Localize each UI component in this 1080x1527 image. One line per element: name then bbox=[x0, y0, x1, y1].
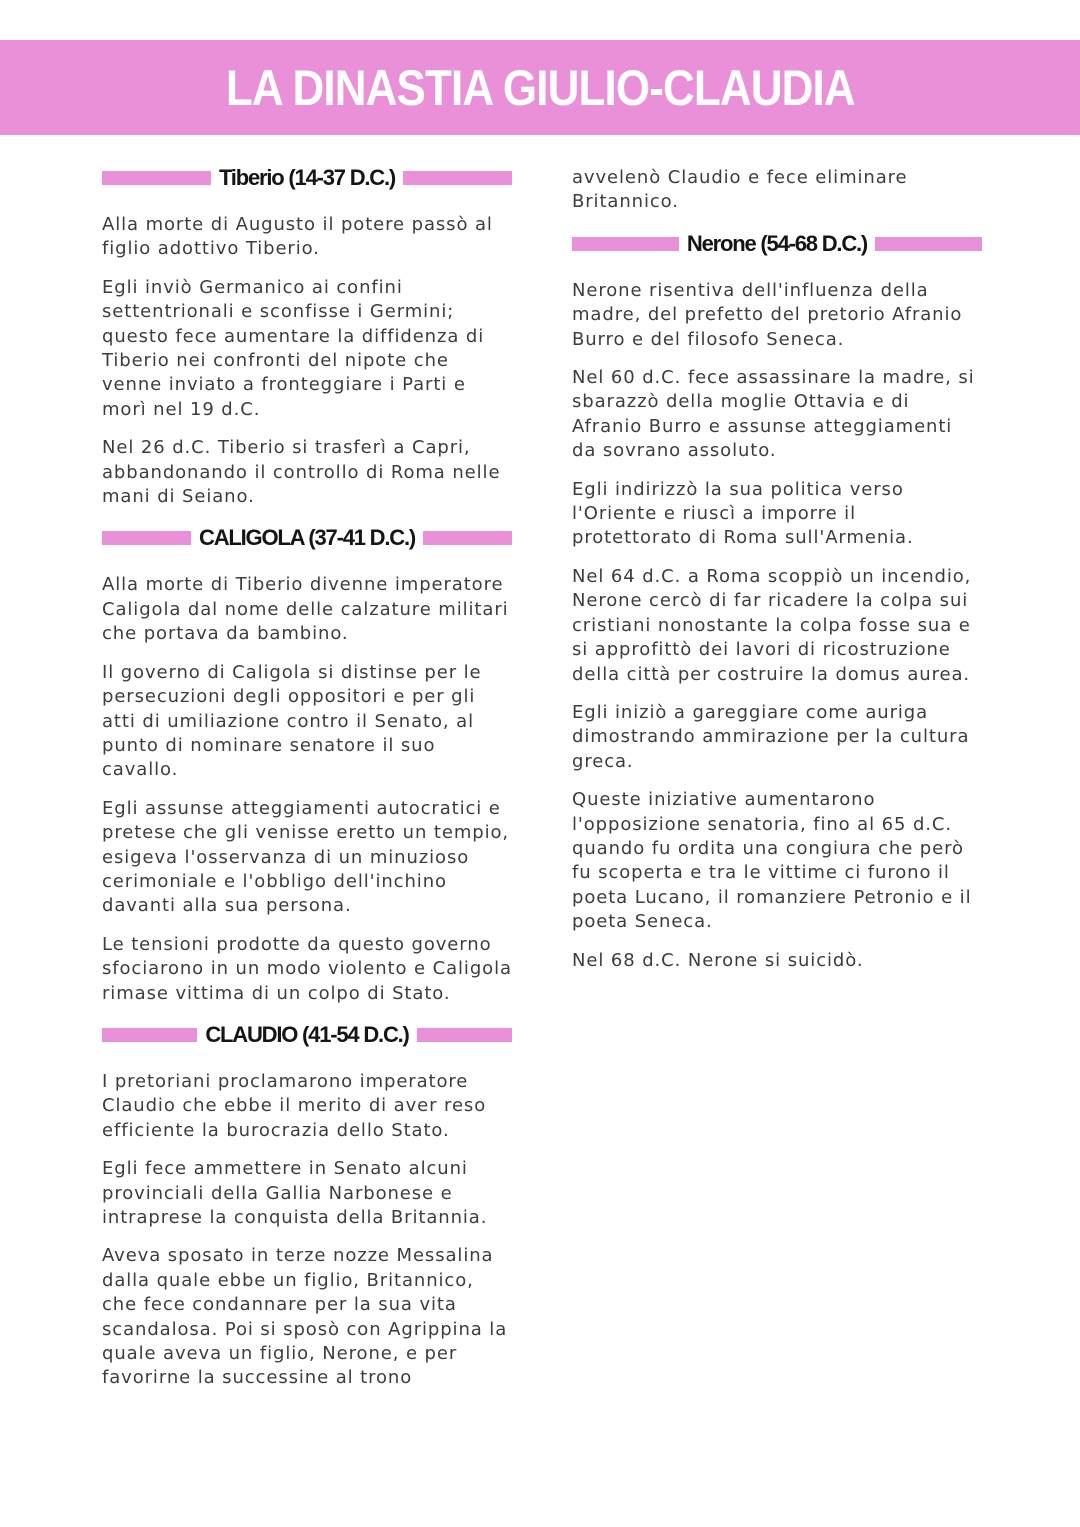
section-heading-tiberio bbox=[102, 163, 512, 193]
paragraph: Alla morte di Augusto il potere passò al figlio adottivo Tiberio. bbox=[102, 214, 493, 260]
paragraph: Il governo di Caligola si distinse per le persecuzioni degli oppositori e per gli atti di umiliazione contro il Senato, al punto di nominare senatore il suo cavallo. bbox=[102, 661, 482, 781]
heading-title-nerone: Nerone (54-68 D.C.) bbox=[686, 230, 868, 256]
heading-title-caligola: CALIGOLA (37-41 D.C.) bbox=[199, 525, 416, 551]
left-column bbox=[102, 163, 512, 1405]
paragraph: Alla morte di Tiberio divenne imperatore Caligola dal nome delle calzature militari che portava da bambino. bbox=[102, 574, 509, 645]
section-heading-caligola bbox=[102, 523, 512, 553]
heading-title-claudio: CLAUDIO (41-54 D.C.) bbox=[205, 1021, 409, 1047]
section-heading-nerone bbox=[572, 229, 982, 259]
paragraph: Egli assunse atteggiamenti autocratici e pretese che gli venisse eretto un tempio, esigeva l'osservanza di un minuzioso cerimoniale e l'obbligo dell'inchino davanti alla sua persona. bbox=[102, 797, 510, 917]
paragraph: Nel 64 d.C. a Roma scoppiò un incendio, Nerone cercò di far ricadere la colpa sui cristiani nonostante la colpa fosse sua e si approfittò dei lavori di ricostruzione della città per costruire la domus aurea. bbox=[572, 565, 972, 685]
paragraph: Nel 26 d.C. Tiberio si trasferì a Capri, abbandonando il controllo di Roma nelle mani di Seiano. bbox=[102, 437, 501, 508]
paragraph: Nel 68 d.C. Nerone si suicidò. bbox=[572, 949, 864, 971]
paragraph: Le tensioni prodotte da questo governo sfociarono in un modo violento e Caligola rimase vittima di un colpo di Stato. bbox=[102, 933, 512, 1004]
heading-bar-right bbox=[423, 531, 512, 545]
paragraph: Egli iniziò a gareggiare come auriga dimostrando ammirazione per la cultura greca. bbox=[572, 701, 970, 772]
heading-bar-left bbox=[572, 237, 679, 251]
paragraph: Nel 60 d.C. fece assassinare la madre, si sbarazzò della moglie Ottavia e di Afranio Burro e assunse atteggiamenti da sovrano assoluto. bbox=[572, 367, 975, 462]
paragraph: I pretoriani proclamarono imperatore Claudio che ebbe il merito di aver reso efficiente la burocrazia dello Stato. bbox=[102, 1070, 487, 1141]
paragraph: Aveva sposato in terze nozze Messalina dalla quale ebbe un figlio, Britannico, che fece condannare per la sua vita scandalosa. Poi si sposò con Agrippina la quale aveva un figlio, Nerone, e per favorirne la successine al trono bbox=[102, 1245, 508, 1389]
title-banner bbox=[0, 40, 1080, 135]
heading-bar-right bbox=[417, 1028, 512, 1042]
right-column bbox=[572, 166, 982, 987]
paragraph: Egli indirizzò la sua politica verso l'Oriente e riuscì a imporre il protettorato di Roma sull'Armenia. bbox=[572, 478, 914, 549]
page-title: LA DINASTIA GIULIO-CLAUDIA bbox=[225, 59, 855, 116]
heading-bar-left bbox=[102, 1028, 197, 1042]
heading-title-tiberio: Tiberio (14-37 D.C.) bbox=[218, 165, 396, 190]
paragraph: Egli inviò Germanico ai confini settentrionali e sconfisse i Germini; questo fece aumentare la diffidenza di Tiberio nei confronti del nipote che venne inviato a fronteggiare i Parti e morì nel 19 d.C. bbox=[102, 276, 485, 420]
heading-bar-right bbox=[403, 171, 512, 185]
paragraph-continuation: avvelenò Claudio e fece eliminare Britannico. bbox=[572, 167, 908, 213]
heading-bar-left bbox=[102, 171, 211, 185]
paragraph: Queste iniziative aumentarono l'opposizione senatoria, fino al 65 d.C. quando fu ordita una congiura che però fu scoperta e tra le vittime ci furono il poeta Lucano, il romanziere Petronio e il poeta Seneca. bbox=[572, 789, 972, 933]
paragraph: Egli fece ammettere in Senato alcuni provinciali della Gallia Narbonese e intraprese la conquista della Britannia. bbox=[102, 1158, 488, 1228]
section-heading-claudio bbox=[102, 1020, 512, 1050]
paragraph: Nerone risentiva dell'influenza della madre, del prefetto del pretorio Afranio Burro e del filosofo Seneca. bbox=[572, 279, 963, 350]
heading-bar-left bbox=[102, 531, 191, 545]
heading-bar-right bbox=[875, 237, 982, 251]
